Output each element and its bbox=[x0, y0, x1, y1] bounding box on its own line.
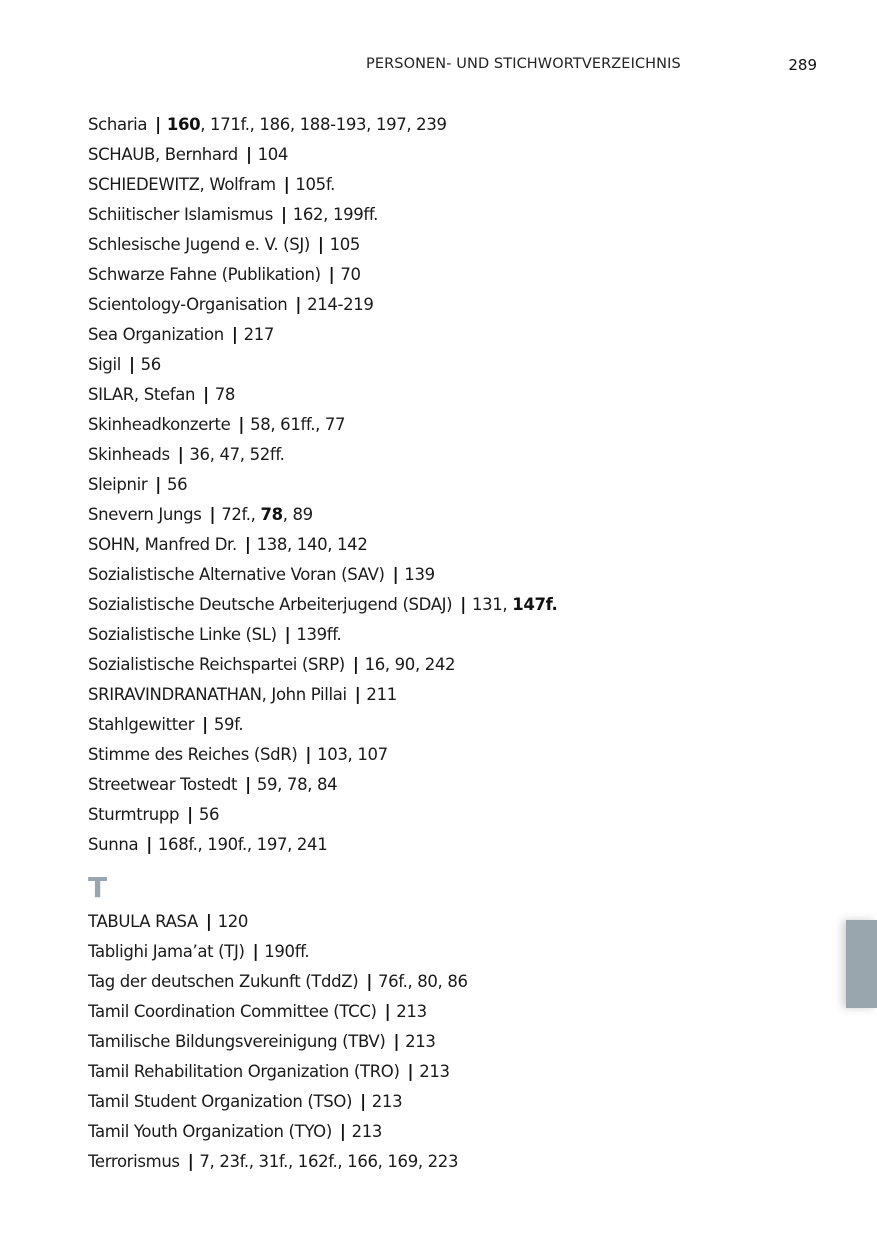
index-entry bbox=[88, 262, 808, 292]
separator-bar: | bbox=[460, 595, 466, 614]
index-entry bbox=[88, 999, 808, 1029]
page-references: 131, 147f. bbox=[471, 595, 558, 614]
index-term: Sozialistische Reichspartei (SRP) bbox=[88, 655, 345, 674]
page-references: 103, 107 bbox=[317, 745, 388, 764]
index-term: Sozialistische Deutsche Arbeiterjugend (SDAJ) bbox=[88, 595, 453, 614]
index-term: Tag der deutschen Zukunft (TddZ) bbox=[88, 972, 359, 991]
index-entry bbox=[88, 652, 808, 682]
separator-bar: | bbox=[284, 625, 291, 644]
separator-bar: | bbox=[252, 942, 259, 961]
page-references: 56 bbox=[166, 475, 188, 494]
index-entry bbox=[88, 909, 808, 939]
separator-bar: | bbox=[244, 535, 251, 554]
separator-bar: | bbox=[283, 175, 290, 194]
separator-bar: | bbox=[352, 655, 359, 674]
separator-bar: | bbox=[360, 1092, 366, 1111]
separator-bar: | bbox=[407, 1062, 414, 1081]
page-references: 72f., 78, 89 bbox=[221, 505, 313, 524]
index-term: Tamil Rehabilitation Organization (TRO) bbox=[88, 1062, 400, 1081]
separator-bar: | bbox=[245, 775, 251, 794]
index-entry bbox=[88, 1089, 808, 1119]
separator-bar: | bbox=[146, 835, 152, 854]
separator-bar: | bbox=[317, 235, 324, 254]
separator-bar: | bbox=[155, 475, 161, 494]
index-entry bbox=[88, 142, 808, 172]
index-term: SILAR, Stefan bbox=[88, 385, 196, 404]
page-references: 139 bbox=[404, 565, 435, 584]
separator-bar: | bbox=[328, 265, 335, 284]
index-term: SRIRAVINDRANATHAN, John Pillai bbox=[88, 685, 347, 704]
separator-bar: | bbox=[281, 205, 287, 224]
separator-bar: | bbox=[305, 745, 312, 764]
page-references: 217 bbox=[243, 325, 275, 344]
index-entry bbox=[88, 742, 808, 772]
index-entry bbox=[88, 352, 808, 382]
section-s-entries bbox=[88, 112, 808, 862]
index-entry bbox=[88, 112, 808, 142]
index-entry bbox=[88, 502, 808, 532]
page-references: 214-219 bbox=[307, 295, 374, 314]
index-entry bbox=[88, 472, 808, 502]
separator-bar: | bbox=[295, 295, 302, 314]
page-references: 138, 140, 142 bbox=[256, 535, 368, 554]
page-references: 213 bbox=[351, 1122, 383, 1141]
separator-bar: | bbox=[384, 1002, 391, 1021]
index-entry bbox=[88, 202, 808, 232]
primary-page-reference: 147f. bbox=[512, 595, 558, 614]
index-entry bbox=[88, 682, 808, 712]
index-term: Stimme des Reiches (SdR) bbox=[88, 745, 298, 764]
index-entry bbox=[88, 382, 808, 412]
index-entry bbox=[88, 802, 808, 832]
index-term: Scientology-Organisation bbox=[88, 295, 288, 314]
index-term: Sea Organization bbox=[88, 325, 224, 344]
page-references: 105 bbox=[329, 235, 361, 254]
index-term: Streetwear Tostedt bbox=[88, 775, 238, 794]
page-references: 160, 171f., 186, 188-193, 197, 239 bbox=[166, 115, 447, 134]
separator-bar: | bbox=[393, 1032, 400, 1051]
index-term: Sleipnir bbox=[88, 475, 148, 494]
index-term: Stahlgewitter bbox=[88, 715, 195, 734]
separator-bar: | bbox=[231, 325, 238, 344]
index-term: Tamil Student Organization (TSO) bbox=[88, 1092, 353, 1111]
separator-bar: | bbox=[209, 505, 216, 524]
index-term: Terrorismus bbox=[88, 1152, 180, 1171]
page-references: 213 bbox=[396, 1002, 427, 1021]
page-references: 59, 78, 84 bbox=[256, 775, 338, 794]
index-term: Tamil Coordination Committee (TCC) bbox=[88, 1002, 377, 1021]
index-term: Skinheadkonzerte bbox=[88, 415, 231, 434]
index-entry bbox=[88, 712, 808, 742]
page-references: 70 bbox=[340, 265, 361, 284]
index-entry bbox=[88, 172, 808, 202]
page-references: 211 bbox=[366, 685, 397, 704]
primary-page-reference: 160 bbox=[166, 115, 201, 134]
page-references: 78 bbox=[214, 385, 236, 404]
index-entry bbox=[88, 562, 808, 592]
index-entry bbox=[88, 532, 808, 562]
separator-bar: | bbox=[366, 972, 373, 991]
page-references: 104 bbox=[257, 145, 289, 164]
page-references: 213 bbox=[405, 1032, 436, 1051]
index-term: Schlesische Jugend e. V. (SJ) bbox=[88, 235, 310, 254]
page-references: 120 bbox=[217, 912, 249, 931]
section-t-entries bbox=[88, 909, 808, 1179]
chapter-thumb-tab bbox=[846, 920, 877, 1008]
page-references: 7, 23f., 31f., 162f., 166, 169, 223 bbox=[199, 1152, 459, 1171]
page-references: 162, 199ff. bbox=[292, 205, 379, 224]
page-references: 213 bbox=[419, 1062, 450, 1081]
index-entry bbox=[88, 292, 808, 322]
index-entry bbox=[88, 322, 808, 352]
index-term: Sozialistische Alternative Voran (SAV) bbox=[88, 565, 385, 584]
index-entry bbox=[88, 1149, 808, 1179]
index-term: Schiitischer Islamismus bbox=[88, 205, 274, 224]
index-term: Snevern Jungs bbox=[88, 505, 202, 524]
index-entry bbox=[88, 772, 808, 802]
index-entry bbox=[88, 412, 808, 442]
separator-bar: | bbox=[339, 1122, 346, 1141]
separator-bar: | bbox=[205, 912, 212, 931]
separator-bar: | bbox=[187, 1152, 194, 1171]
index-term: SOHN, Manfred Dr. bbox=[88, 535, 237, 554]
index-term: Schwarze Fahne (Publikation) bbox=[88, 265, 321, 284]
separator-bar: | bbox=[392, 565, 399, 584]
separator-bar: | bbox=[155, 115, 161, 134]
page-references: 56 bbox=[198, 805, 220, 824]
separator-bar: | bbox=[128, 355, 135, 374]
index-term: Scharia bbox=[88, 115, 148, 134]
page-references: 76f., 80, 86 bbox=[378, 972, 468, 991]
separator-bar: | bbox=[238, 415, 245, 434]
separator-bar: | bbox=[187, 805, 193, 824]
page-references: 36, 47, 52ff. bbox=[189, 445, 285, 464]
page-references: 190ff. bbox=[264, 942, 310, 961]
index-entry bbox=[88, 622, 808, 652]
separator-bar: | bbox=[202, 715, 208, 734]
index-entry bbox=[88, 232, 808, 262]
page-references: 139ff. bbox=[296, 625, 342, 644]
separator-bar: | bbox=[203, 385, 209, 404]
index-entry bbox=[88, 1059, 808, 1089]
separator-bar: | bbox=[354, 685, 361, 704]
separator-bar: | bbox=[245, 145, 252, 164]
index-entry bbox=[88, 442, 808, 472]
index-entry bbox=[88, 969, 808, 999]
index-term: Skinheads bbox=[88, 445, 170, 464]
index-term: Tablighi Jama’at (TJ) bbox=[88, 942, 245, 961]
page-references: 56 bbox=[140, 355, 161, 374]
page-references: 58, 61ff., 77 bbox=[250, 415, 346, 434]
separator-bar: | bbox=[177, 445, 184, 464]
index-entry bbox=[88, 1119, 808, 1149]
page-references: 213 bbox=[371, 1092, 403, 1111]
index-term: Sturmtrupp bbox=[88, 805, 180, 824]
primary-page-reference: 78 bbox=[260, 505, 283, 524]
index-term: Sigil bbox=[88, 355, 121, 374]
index-entry bbox=[88, 832, 808, 862]
index-term: Tamilische Bildungsvereinigung (TBV) bbox=[88, 1032, 386, 1051]
index-entry bbox=[88, 1029, 808, 1059]
page-number: 289 bbox=[788, 56, 817, 74]
index-entry bbox=[88, 939, 808, 969]
index-term: Sozialistische Linke (SL) bbox=[88, 625, 277, 644]
index-term: SCHAUB, Bernhard bbox=[88, 145, 238, 164]
page-references: 105f. bbox=[295, 175, 335, 194]
page-references: 16, 90, 242 bbox=[364, 655, 456, 674]
index-term: Tamil Youth Organization (TYO) bbox=[88, 1122, 332, 1141]
running-head-title: PERSONEN- UND STICHWORTVERZEICHNIS bbox=[366, 56, 681, 72]
page-references: 168f., 190f., 197, 241 bbox=[157, 835, 328, 854]
page-references: 59f. bbox=[213, 715, 244, 734]
index-entry bbox=[88, 592, 808, 622]
section-letter-heading: T bbox=[88, 871, 108, 904]
index-term: SCHIEDEWITZ, Wolfram bbox=[88, 175, 276, 194]
index-term: TABULA RASA bbox=[88, 912, 198, 931]
index-term: Sunna bbox=[88, 835, 139, 854]
index-list bbox=[88, 112, 808, 1179]
